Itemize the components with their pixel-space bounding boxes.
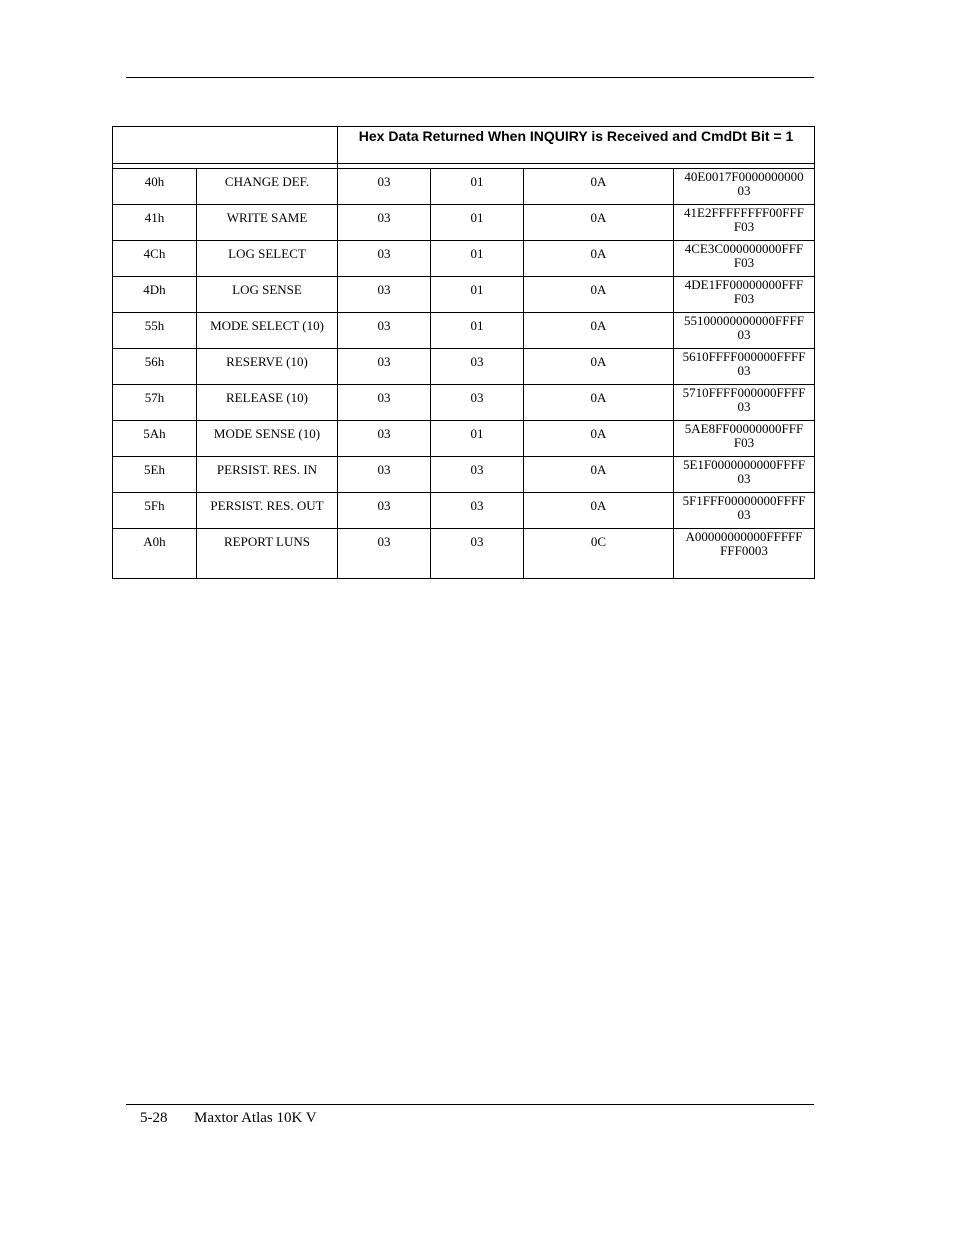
- value-cell: 0A: [524, 205, 674, 241]
- document-title: Maxtor Atlas 10K V: [194, 1110, 317, 1126]
- table-header-blank: [113, 127, 338, 164]
- opcode-cell: 4Dh: [113, 277, 197, 313]
- page-footer: [140, 1110, 317, 1127]
- value-cell: 01: [431, 313, 524, 349]
- command-cell: RELEASE (10): [197, 385, 338, 421]
- value-cell: 03: [431, 385, 524, 421]
- command-cell: LOG SELECT: [197, 241, 338, 277]
- value-cell: 03: [338, 349, 431, 385]
- opcode-cell: 4Ch: [113, 241, 197, 277]
- value-cell: 03: [338, 421, 431, 457]
- value-cell: 01: [431, 277, 524, 313]
- command-cell: MODE SELECT (10): [197, 313, 338, 349]
- value-cell: 03: [431, 349, 524, 385]
- hex-data-cell: 5610FFFF000000FFFF03: [674, 349, 815, 385]
- opcode-cell: 5Fh: [113, 493, 197, 529]
- opcode-cell: 5Eh: [113, 457, 197, 493]
- opcode-cell: 55h: [113, 313, 197, 349]
- header-rule: [126, 77, 814, 78]
- hex-data-cell: 5E1F0000000000FFFF03: [674, 457, 815, 493]
- value-cell: 03: [338, 493, 431, 529]
- hex-data-cell: 41E2FFFFFFFF00FFFF03: [674, 205, 815, 241]
- table-row: [113, 421, 815, 457]
- value-cell: 01: [431, 205, 524, 241]
- value-cell: 03: [431, 457, 524, 493]
- page-number: 5-28: [140, 1110, 168, 1126]
- hex-data-cell: 4CE3C000000000FFFF03: [674, 241, 815, 277]
- opcode-cell: 57h: [113, 385, 197, 421]
- table-row: [113, 457, 815, 493]
- value-cell: 03: [338, 169, 431, 205]
- value-cell: 0C: [524, 529, 674, 579]
- value-cell: 0A: [524, 421, 674, 457]
- table-row: [113, 493, 815, 529]
- opcode-cell: 41h: [113, 205, 197, 241]
- value-cell: 03: [338, 313, 431, 349]
- opcode-cell: 5Ah: [113, 421, 197, 457]
- value-cell: 0A: [524, 241, 674, 277]
- value-cell: 03: [338, 241, 431, 277]
- value-cell: 0A: [524, 385, 674, 421]
- table-row: [113, 205, 815, 241]
- table-row: [113, 385, 815, 421]
- value-cell: 03: [431, 529, 524, 579]
- table-row: [113, 529, 815, 579]
- value-cell: 0A: [524, 493, 674, 529]
- value-cell: 03: [338, 385, 431, 421]
- command-cell: RESERVE (10): [197, 349, 338, 385]
- hex-data-cell: 5710FFFF000000FFFF03: [674, 385, 815, 421]
- table-row: [113, 169, 815, 205]
- value-cell: 0A: [524, 277, 674, 313]
- hex-data-cell: 5AE8FF00000000FFFF03: [674, 421, 815, 457]
- command-cell: PERSIST. RES. IN: [197, 457, 338, 493]
- value-cell: 0A: [524, 313, 674, 349]
- hex-data-cell: 55100000000000FFFF03: [674, 313, 815, 349]
- opcode-cell: A0h: [113, 529, 197, 579]
- hex-data-cell: 40E0017F000000000003: [674, 169, 815, 205]
- command-cell: REPORT LUNS: [197, 529, 338, 579]
- table-row: [113, 277, 815, 313]
- value-cell: 0A: [524, 349, 674, 385]
- value-cell: 01: [431, 169, 524, 205]
- value-cell: 0A: [524, 169, 674, 205]
- value-cell: 0A: [524, 457, 674, 493]
- footer-rule: [126, 1104, 814, 1105]
- value-cell: 03: [431, 493, 524, 529]
- value-cell: 03: [338, 529, 431, 579]
- value-cell: 01: [431, 241, 524, 277]
- table-header-title: Hex Data Returned When INQUIRY is Received and CmdDt Bit = 1: [338, 127, 815, 164]
- table-row: [113, 313, 815, 349]
- command-cell: LOG SENSE: [197, 277, 338, 313]
- hex-data-cell: 5F1FFF00000000FFFF03: [674, 493, 815, 529]
- table-row: [113, 241, 815, 277]
- value-cell: 01: [431, 421, 524, 457]
- value-cell: 03: [338, 205, 431, 241]
- value-cell: 03: [338, 457, 431, 493]
- inquiry-cmddt-table: [112, 126, 815, 579]
- opcode-cell: 40h: [113, 169, 197, 205]
- opcode-cell: 56h: [113, 349, 197, 385]
- command-cell: MODE SENSE (10): [197, 421, 338, 457]
- hex-data-cell: A00000000000FFFFFFFF0003: [674, 529, 815, 579]
- command-cell: CHANGE DEF.: [197, 169, 338, 205]
- value-cell: 03: [338, 277, 431, 313]
- hex-data-cell: 4DE1FF00000000FFFF03: [674, 277, 815, 313]
- table-body: [113, 169, 815, 579]
- table-row: [113, 349, 815, 385]
- command-cell: WRITE SAME: [197, 205, 338, 241]
- command-cell: PERSIST. RES. OUT: [197, 493, 338, 529]
